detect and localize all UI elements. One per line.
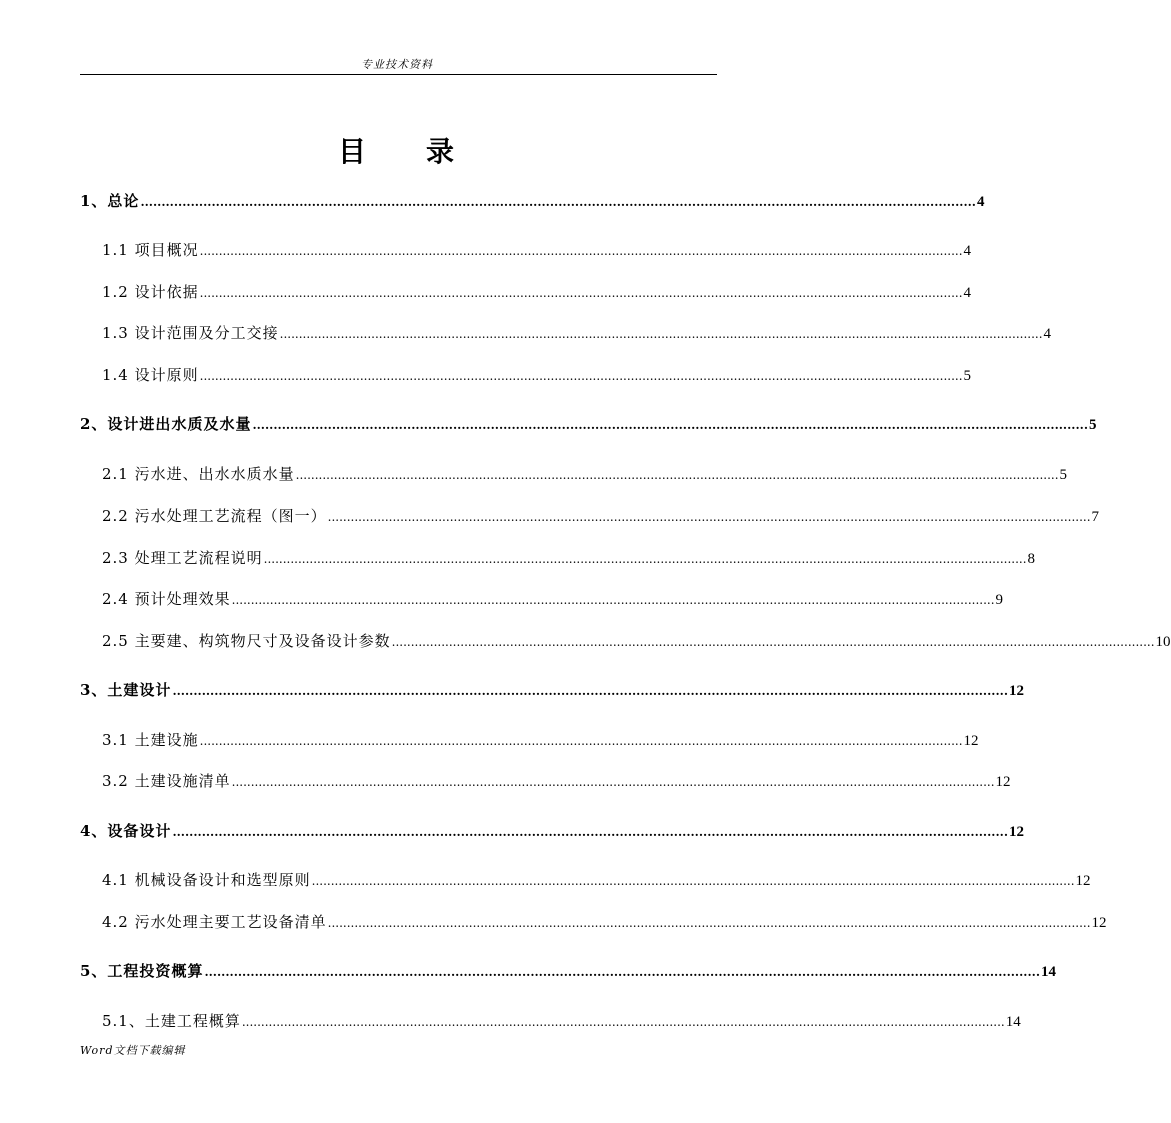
toc-leader-dots: ........................................................................................................................................................................................................: [199, 369, 963, 383]
toc-leader-dots: ........................................................................................................................................................................................................: [279, 327, 1043, 341]
toc-leader-dots: ........................................................................................................................................................................................................: [199, 286, 963, 300]
toc-entry-1-2[interactable]: [102, 281, 972, 303]
toc-entry-page: 12: [1075, 873, 1091, 889]
toc-entry-1-1[interactable]: [102, 239, 972, 261]
toc-entry-label: 1.3 设计范围及分工交接: [102, 324, 279, 342]
toc-entry-label: 3、土建设计: [80, 681, 172, 699]
toc-entry-page: 12: [1091, 915, 1107, 931]
toc-leader-dots: ........................................................................................................................................................................................................: [199, 734, 963, 748]
toc-entry-2-4[interactable]: [102, 588, 1004, 610]
toc-entry-2-5[interactable]: [102, 630, 1171, 652]
toc-leader-dots: ........................................................................................................................................................................................................: [172, 684, 1008, 698]
toc-entry-2-1[interactable]: [102, 463, 1068, 485]
toc-leader-dots: ........................................................................................................................................................................................................: [204, 965, 1040, 979]
toc-entry-page: 4: [976, 194, 985, 210]
toc-entry-2[interactable]: [80, 413, 1097, 435]
toc-leader-dots: ........................................................................................................................................................................................................: [140, 195, 976, 209]
toc-entry-label: 4.1 机械设备设计和选型原则: [102, 871, 311, 889]
toc-entry-4-2[interactable]: [102, 911, 1107, 933]
toc-entry-label: 2.4 预计处理效果: [102, 590, 231, 608]
toc-entry-3-2[interactable]: [102, 770, 1011, 792]
toc-entry-page: 14: [1005, 1014, 1021, 1030]
toc-leader-dots: ........................................................................................................................................................................................................: [199, 244, 963, 258]
toc-entry-label: 1、总论: [80, 192, 140, 210]
toc-leader-dots: ........................................................................................................................................................................................................: [252, 418, 1088, 432]
toc-entry-label: 4.2 污水处理主要工艺设备清单: [102, 913, 327, 931]
toc-leader-dots: ........................................................................................................................................................................................................: [231, 775, 995, 789]
toc-entry-label: 1.2 设计依据: [102, 283, 199, 301]
toc-leader-dots: ........................................................................................................................................................................................................: [327, 510, 1091, 524]
toc-entry-page: 7: [1091, 509, 1100, 525]
toc-entry-page: 4: [963, 243, 972, 259]
toc-entry-label: 2.2 污水处理工艺流程（图一）: [102, 507, 327, 525]
toc-entry-page: 4: [963, 285, 972, 301]
toc-entry-page: 12: [963, 733, 979, 749]
toc-entry-label: 5.1、土建工程概算: [102, 1012, 241, 1030]
toc-entry-4[interactable]: [80, 820, 1024, 842]
toc-entry-4-1[interactable]: [102, 869, 1091, 891]
toc-entry-page: 12: [995, 774, 1011, 790]
toc-entry-label: 1.4 设计原则: [102, 366, 199, 384]
toc-entry-page: 10: [1155, 634, 1171, 650]
toc-entry-3-1[interactable]: [102, 729, 979, 751]
toc-entry-1-3[interactable]: [102, 322, 1052, 344]
toc-entry-page: 5: [1059, 467, 1068, 483]
header-divider: [80, 74, 717, 75]
toc-entry-label: 1.1 项目概况: [102, 241, 199, 259]
toc-entry-label: 2、设计进出水质及水量: [80, 415, 252, 433]
toc-entry-page: 8: [1027, 551, 1036, 567]
toc-entry-3[interactable]: [80, 679, 1024, 701]
toc-entry-label: 3.2 土建设施清单: [102, 772, 231, 790]
toc-entry-page: 12: [1009, 683, 1024, 699]
toc-entry-1[interactable]: [80, 190, 985, 212]
toc-leader-dots: ........................................................................................................................................................................................................: [172, 825, 1008, 839]
toc-entry-page: 5: [963, 368, 972, 384]
page-header-text: 专业技术资料: [361, 58, 433, 71]
toc-entry-1-4[interactable]: [102, 364, 972, 386]
toc-entry-2-3[interactable]: [102, 547, 1036, 569]
toc-leader-dots: ........................................................................................................................................................................................................: [391, 635, 1155, 649]
toc-entry-label: 2.3 处理工艺流程说明: [102, 549, 263, 567]
toc-leader-dots: ........................................................................................................................................................................................................: [241, 1015, 1005, 1029]
toc-entry-page: 9: [995, 592, 1004, 608]
toc-title: [0, 130, 794, 170]
toc-leader-dots: ........................................................................................................................................................................................................: [295, 468, 1059, 482]
toc-leader-dots: ........................................................................................................................................................................................................: [311, 874, 1075, 888]
toc-leader-dots: ........................................................................................................................................................................................................: [231, 593, 995, 607]
toc-entry-label: 3.1 土建设施: [102, 731, 199, 749]
toc-title-char-2: 录: [426, 135, 457, 168]
toc-entry-page: 5: [1089, 417, 1097, 433]
toc-entry-page: 4: [1043, 326, 1052, 342]
page-footer-text: Word文档下载编辑: [80, 1044, 186, 1057]
toc-entry-page: 14: [1041, 964, 1056, 980]
toc-title-char-1: 目: [337, 135, 368, 168]
toc-entry-label: 4、设备设计: [80, 822, 172, 840]
toc-entry-2-2[interactable]: [102, 505, 1100, 527]
toc-entry-label: 2.1 污水进、出水水质水量: [102, 465, 295, 483]
toc-entry-5[interactable]: [80, 960, 1056, 982]
toc-entry-page: 12: [1009, 824, 1024, 840]
toc-entry-label: 2.5 主要建、构筑物尺寸及设备设计参数: [102, 632, 391, 650]
toc-entry-label: 5、工程投资概算: [80, 962, 204, 980]
toc-entry-5-1[interactable]: [102, 1010, 1021, 1032]
toc-leader-dots: ........................................................................................................................................................................................................: [327, 916, 1091, 930]
toc-leader-dots: ........................................................................................................................................................................................................: [263, 552, 1027, 566]
